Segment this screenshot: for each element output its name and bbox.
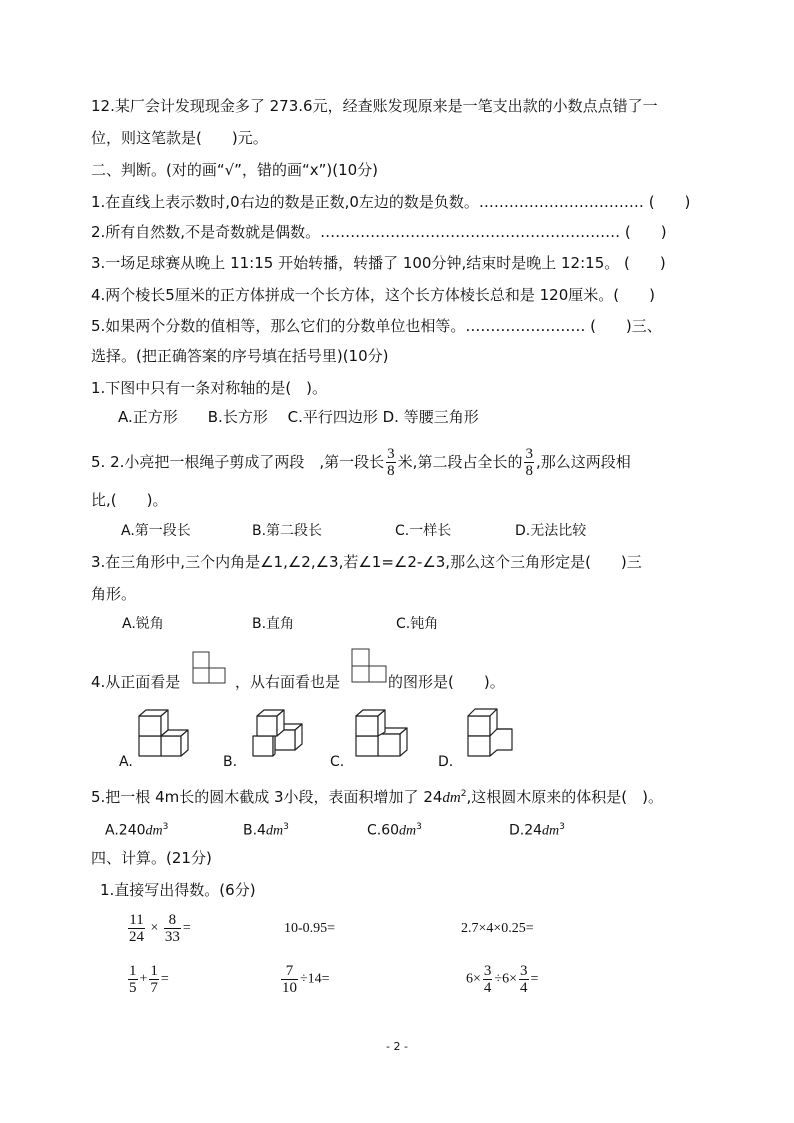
choice2-text-c: ,那么这两段相: [535, 453, 631, 471]
judge-item-2: 2.所有自然数,不是奇数就是偶数。…………………………………………………… ( ): [91, 223, 667, 241]
calc-expression-6: 6× $\frac{3}{4}$ ÷6× $\frac{3}{4}$ =: [466, 963, 539, 996]
calc-expression-4: $\frac{1}{5}$ + $\frac{1}{7}$ =: [129, 963, 169, 996]
q12-line1: 12.某厂会计发现现金多了 273.6元，经查账发现原来是一笔支出款的小数点点错了一: [91, 97, 658, 115]
judge-item-4: 4.两个棱长5厘米的正方体拼成一个长方体，这个长方体棱长总和是 120厘米。( ): [91, 286, 655, 304]
choice5-option-d: $D.24dm^3$: [509, 822, 565, 839]
fraction-3-8-second: $\frac{3}{8}$: [525, 446, 533, 479]
cube-figure-c-icon: [352, 708, 412, 766]
right-view-shape-icon: [351, 647, 387, 683]
calc-expression-5: $\frac{7}{10}$ ÷14=: [282, 963, 330, 996]
choice3-option-a: A.锐角: [122, 616, 164, 632]
cube-figure-d-icon: [462, 706, 522, 766]
figure-label-d: D.: [438, 754, 454, 770]
choice1-options: A.正方形 B.长方形 C.平行四边形 D. 等腰三角形: [118, 408, 479, 426]
section4-title: 四、计算。(21分): [91, 849, 212, 867]
choice5-question: [91, 784, 663, 808]
choice5-option-b: $B.4dm^3$: [243, 822, 289, 839]
figure-label-b: B.: [223, 754, 238, 770]
fraction-3-8-first: $\frac{3}{8}$: [387, 446, 395, 479]
choice2-text-b: 米,第二段占全长的: [397, 453, 523, 471]
judge-item-3: 3.一场足球赛从晚上 11:15 开始转播，转播了 100分钟,结束时是晚上 12:15。 ( ): [91, 254, 666, 272]
choice3-line2: 角形。: [91, 585, 137, 603]
choice3-option-b: B.直角: [252, 616, 295, 632]
choice2-question: [91, 446, 631, 479]
choice1-question: 1.下图中只有一条对称轴的是( )。: [91, 379, 328, 397]
figure-label-a: A.: [119, 754, 133, 770]
calc-expression-1: $\frac{11}{24}$ × $\frac{8}{33}$ =: [129, 912, 191, 945]
choice5-option-c: $C.60dm^3$: [367, 822, 422, 839]
choice4-text-c: 的图形是( )。: [388, 673, 505, 691]
cube-figure-a-icon: [133, 708, 193, 766]
choice3-line1: 3.在三角形中,三个内角是∠1,∠2,∠3,若∠1=∠2-∠3,那么这个三角形定是( )三: [91, 553, 642, 571]
choice2-option-a: A.第一段长: [121, 523, 191, 539]
choice5-text-b: ,这根圆木原来的体积是( )。: [466, 788, 663, 806]
choice3-option-c: C.钝角: [396, 616, 439, 632]
q12-line2: 位，则这笔款是( )元。: [91, 129, 268, 147]
calc-intro: 1.直接写出得数。(6分): [100, 881, 256, 899]
choice2-option-c: C.一样长: [395, 523, 452, 539]
choice4-text-a: 4.从正面看是: [91, 673, 181, 691]
calc-expression-2: 10-0.95=: [284, 921, 336, 936]
choice2-text-a: 5. 2.小亮把一根绳子剪成了两段 ,第一段长: [91, 453, 385, 471]
choice2-option-b: B.第二段长: [252, 523, 323, 539]
front-view-shape-icon: [192, 650, 226, 684]
unit-dm: dm: [442, 790, 461, 806]
choice5-text-a: 5.把一根 4m长的圆木截成 3小段，表面积增加了 24: [91, 788, 443, 806]
section3-title: 选择。(把正确答案的序号填在括号里)(10分): [91, 347, 389, 365]
page-number: - 2 -: [386, 1040, 408, 1053]
figure-label-c: C.: [330, 754, 345, 770]
choice5-option-a: $A.240dm^3$: [105, 822, 169, 839]
cube-figure-b-icon: [245, 708, 305, 766]
section2-title: 二、判断。(对的画“√”，错的画“x”)(10分): [91, 161, 379, 179]
judge-item-5: 5.如果两个分数的值相等，那么它们的分数单位也相等。…………………… ( )三、: [91, 317, 662, 335]
choice4-text-b: ，从右面看也是: [235, 673, 341, 691]
unit-exponent: 2: [460, 789, 467, 799]
choice2-line2: 比,( )。: [91, 491, 168, 509]
calc-expression-3: 2.7×4×0.25=: [461, 921, 534, 936]
judge-item-1: 1.在直线上表示数时,0右边的数是正数,0左边的数是负数。…………………………… ( ): [91, 193, 691, 211]
choice2-option-d: D.无法比较: [515, 523, 587, 539]
